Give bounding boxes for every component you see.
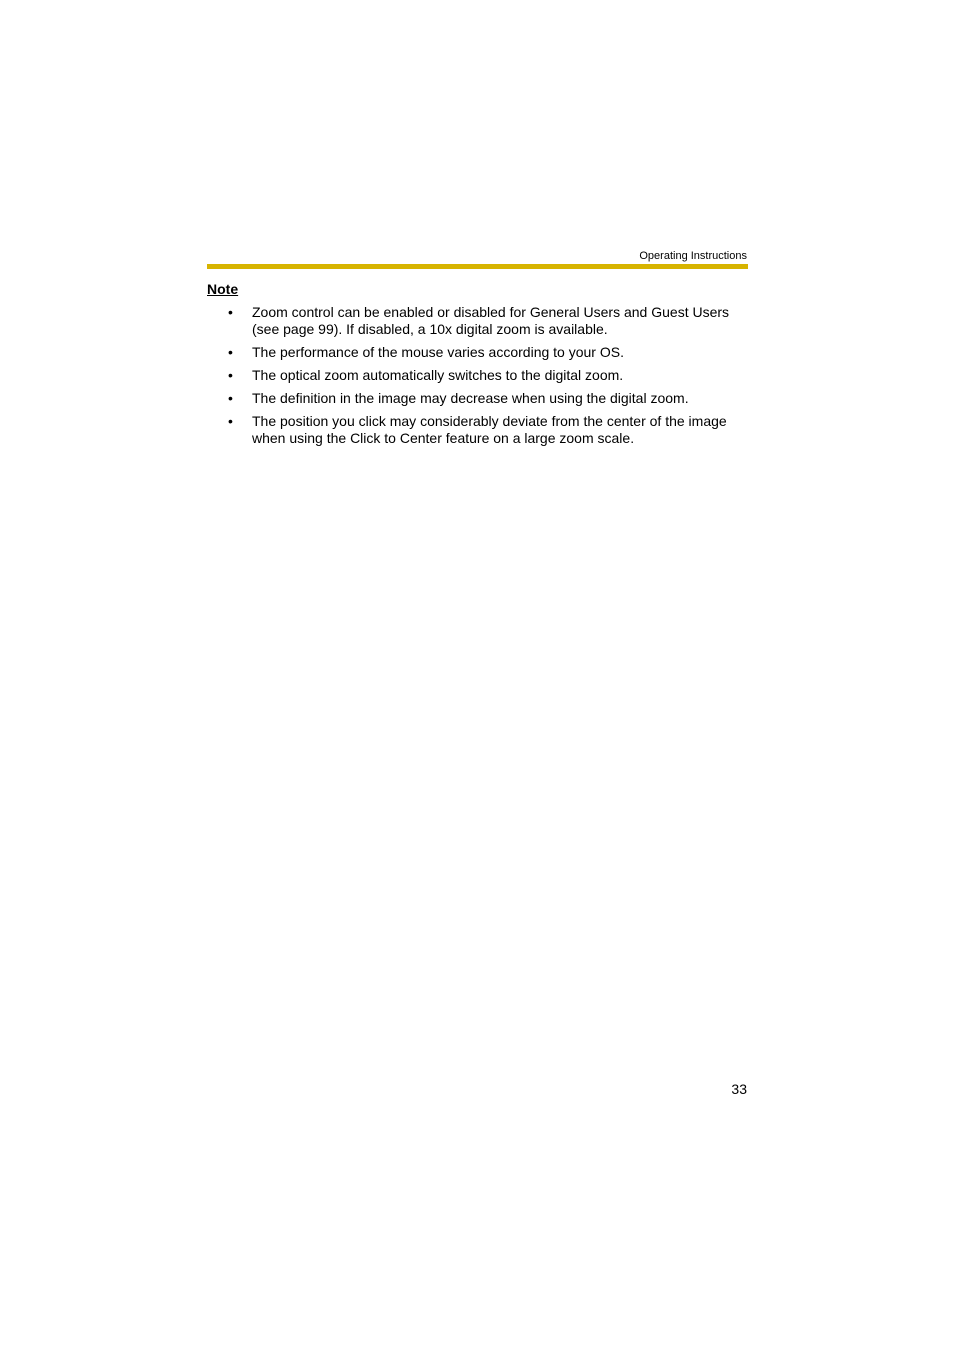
note-text: The performance of the mouse varies according to your OS.: [252, 344, 624, 360]
note-heading: Note: [207, 281, 239, 297]
bullet-icon: •: [228, 344, 233, 360]
bullet-icon: •: [228, 390, 233, 406]
page-number: 33: [731, 1081, 747, 1097]
note-text: Zoom control can be enabled or disabled for General Users and Guest Users (see page 99). If disabled, a 10x digital zoom is available.: [252, 304, 730, 337]
note-list: [207, 304, 748, 453]
bullet-icon: •: [228, 367, 233, 383]
running-header-title: Operating Instructions: [639, 250, 747, 262]
list-item: [207, 390, 748, 407]
note-text: The optical zoom automatically switches to the digital zoom.: [252, 367, 624, 383]
list-item: [207, 344, 748, 361]
note-text: The definition in the image may decrease when using the digital zoom.: [252, 390, 689, 406]
list-item: [207, 304, 748, 338]
bullet-icon: •: [228, 304, 233, 320]
list-item: [207, 413, 748, 447]
note-text: The position you click may considerably deviate from the center of the image when using the Click to Center feature on a large zoom scale.: [252, 413, 727, 446]
list-item: [207, 367, 748, 384]
header-rule: [207, 264, 748, 269]
bullet-icon: •: [228, 413, 233, 429]
